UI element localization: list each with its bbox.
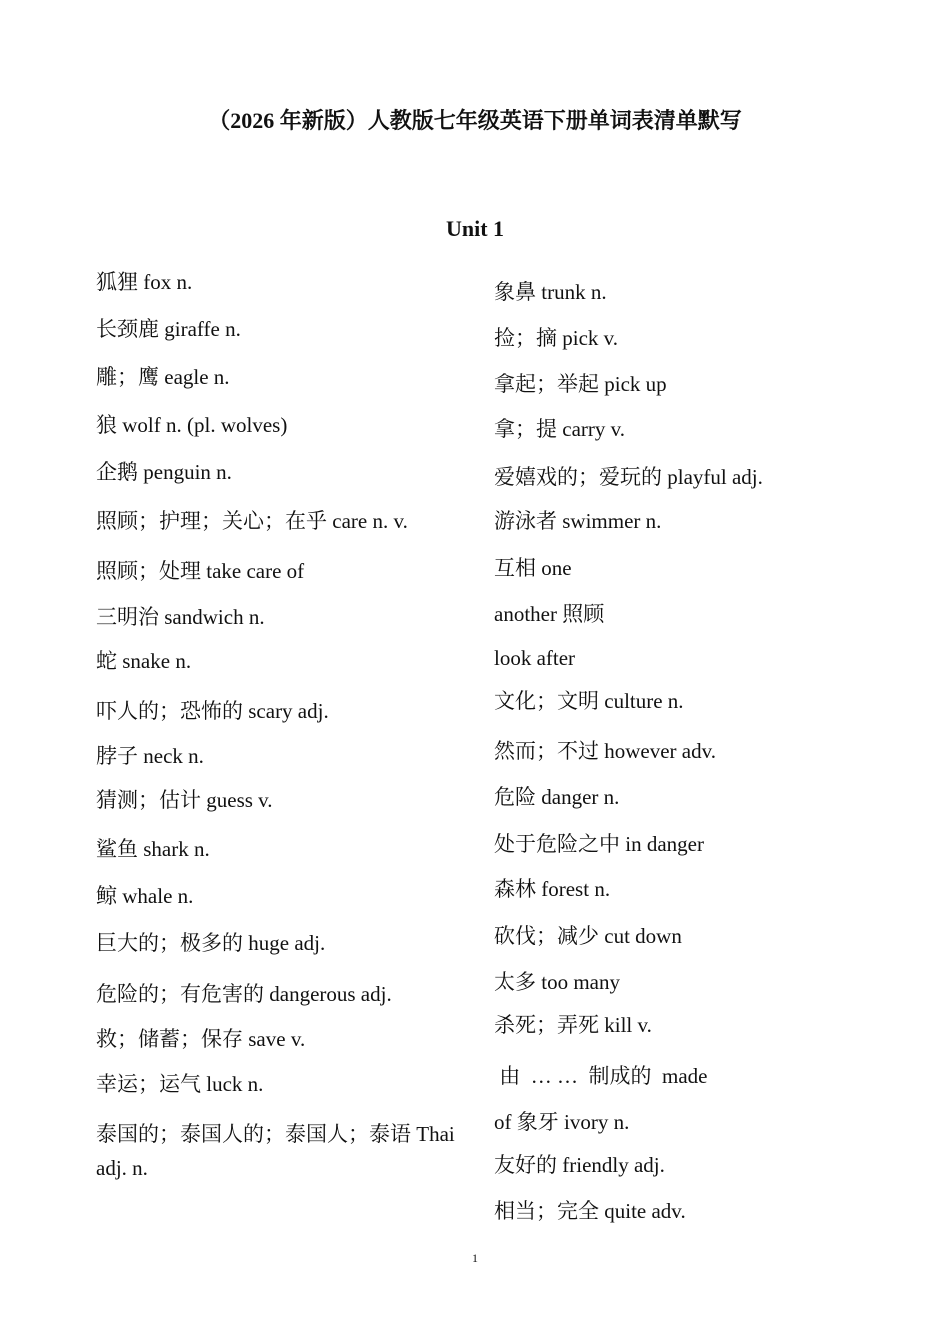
vocab-entry: 游泳者 swimmer n. [494,509,662,533]
page-number: 1 [472,1251,478,1265]
vocab-entry: 砍伐；减少 cut down [494,924,682,948]
vocab-entry: 捡；摘 pick v. [494,326,619,350]
vocab-entry: 狼 wolf n. (pl. wolves) [96,413,288,437]
vocab-entry: 脖子 neck n. [96,744,204,768]
vocab-entry: 企鹅 penguin n. [96,460,232,484]
vocab-entry: 狐狸 fox n. [96,270,193,294]
vocab-entry: another 照顾 [494,602,605,626]
document-title: （2026 年新版）人教版七年级英语下册单词表清单默写 [208,108,742,133]
vocab-entry: look after [494,646,576,670]
vocab-entry: 拿；提 carry v. [494,417,626,441]
vocab-entry: 巨大的；极多的 huge adj. [96,931,326,955]
vocab-entry: 救；储蓄；保存 save v. [96,1027,306,1051]
vocab-entry: 照顾；护理；关心；在乎 care n. v. [96,509,408,533]
vocab-entry: 象鼻 trunk n. [494,280,607,304]
unit-heading: Unit 1 [445,216,505,241]
vocab-entry: 由 … … 制成的 made [494,1064,708,1088]
vocab-entry: 幸运；运气 luck n. [96,1072,264,1096]
vocab-entry: 泰国的；泰国人的；泰国人；泰语 Thai adj. n. [96,1122,455,1180]
vocab-entry: 猜测；估计 guess v. [96,788,273,812]
vocab-entry: 危险 danger n. [494,785,620,809]
vocab-entry: 互相 one [494,556,572,580]
vocab-entry: 鲸 whale n. [96,884,194,908]
vocab-entry: 森林 forest n. [494,877,611,901]
vocab-entry: 吓人的；恐怖的 scary adj. [96,699,329,723]
vocab-entry: 爱嬉戏的；爱玩的 playful adj. [494,465,763,489]
vocab-entry: 处于危险之中 in danger [494,832,704,856]
vocab-entry: of 象牙 ivory n. [494,1110,630,1134]
vocab-entry: 然而；不过 however adv. [494,739,717,763]
vocab-entry: 拿起；举起 pick up [494,372,667,396]
vocab-entry: 文化；文明 culture n. [494,689,684,713]
vocab-entry: 蛇 snake n. [96,649,192,673]
vocab-entry: 雕；鹰 eagle n. [96,365,230,389]
vocab-entry: 相当；完全 quite adv. [494,1199,686,1223]
vocab-entry: 长颈鹿 giraffe n. [96,317,241,341]
vocab-entry: 三明治 sandwich n. [96,605,265,629]
vocab-entry: 照顾；处理 take care of [96,559,305,583]
vocab-entry: 鲨鱼 shark n. [96,837,210,861]
vocab-entry: 太多 too many [494,970,620,994]
vocab-entry: 友好的 friendly adj. [494,1153,665,1177]
vocab-entry: 杀死；弄死 kill v. [494,1013,652,1037]
vocab-entry: 危险的；有危害的 dangerous adj. [96,982,392,1006]
